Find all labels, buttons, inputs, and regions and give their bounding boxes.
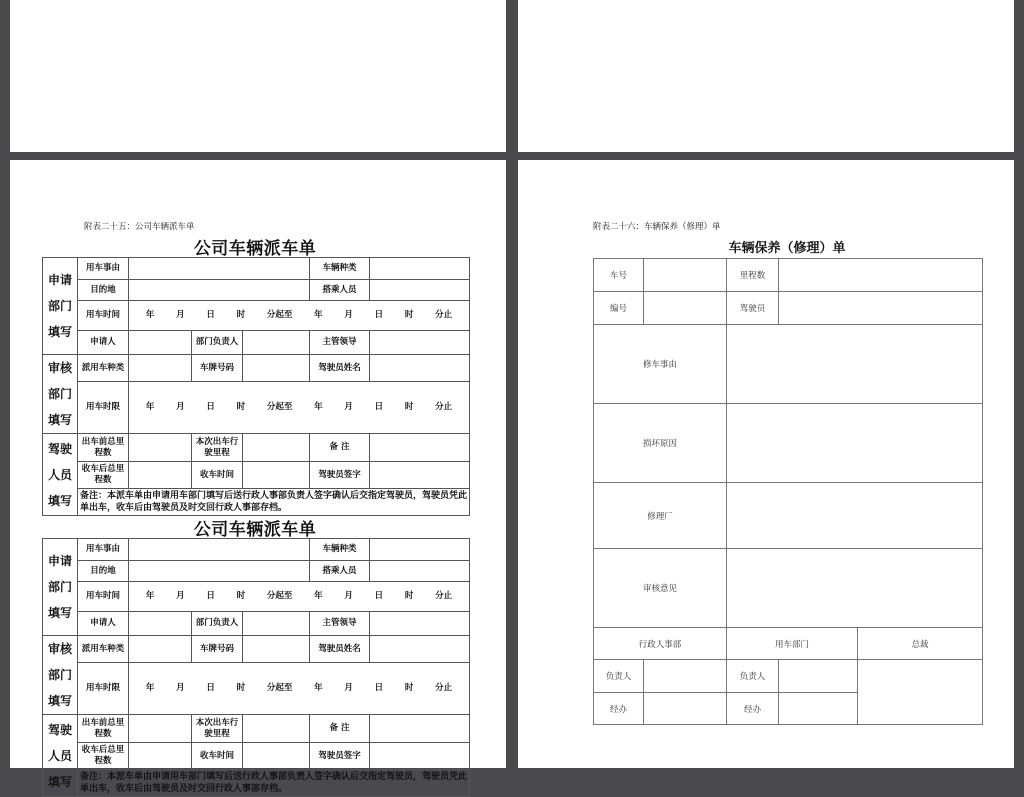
label-purpose: 用车事由 xyxy=(78,539,129,561)
label-president: 总裁 xyxy=(858,628,983,660)
label-dept-head: 部门负责人 xyxy=(192,331,243,355)
annex-label: 附表二十六：车辆保养（修理）单 xyxy=(593,222,721,232)
label-return-mileage: 收车后总里程数 xyxy=(78,462,129,489)
plate-field[interactable] xyxy=(243,355,310,382)
label-damage: 损坏原因 xyxy=(594,404,727,483)
purpose-field[interactable] xyxy=(129,258,310,280)
mileage-field[interactable] xyxy=(779,259,983,292)
label-admin-leader: 负责人 xyxy=(594,660,644,693)
label-use-period: 用车时限 xyxy=(78,382,129,434)
maintenance-form-page xyxy=(518,160,1014,768)
label-destination: 目的地 xyxy=(78,561,129,582)
label-plate: 车牌号码 xyxy=(192,636,243,663)
driver-sign-field[interactable] xyxy=(370,462,470,489)
label-vehicle-type: 车辆种类 xyxy=(310,258,370,280)
label-trip-mileage: 本次出车行驶里程 xyxy=(192,434,243,462)
dept-head-field[interactable] xyxy=(243,331,310,355)
section-driver: 驾驶 人员 填写 xyxy=(43,434,78,516)
label-admin: 行政人事部 xyxy=(594,628,727,660)
label-destination: 目的地 xyxy=(78,280,129,301)
admin-leader-field[interactable] xyxy=(644,660,727,693)
passengers-field[interactable] xyxy=(370,561,470,582)
applicant-field[interactable] xyxy=(129,612,192,636)
supervisor-field[interactable] xyxy=(370,331,470,355)
vehicle-type-field[interactable] xyxy=(370,539,470,561)
remark-field[interactable] xyxy=(370,715,470,743)
use-period-field[interactable]: 年 月 日 时 分起至 年 月 日 时 分止 xyxy=(129,382,470,434)
trip-mileage-field[interactable] xyxy=(243,715,310,743)
form-title-copy: 公司车辆派车单 xyxy=(193,520,317,540)
car-no-field[interactable] xyxy=(644,259,727,292)
label-factory: 修理厂 xyxy=(594,483,727,549)
label-vehicle-type: 车辆种类 xyxy=(310,539,370,561)
label-mileage: 里程数 xyxy=(727,259,779,292)
dispatch-table-2 xyxy=(42,538,470,797)
form-note: 备注：本派车单由申请用车部门填写后送行政人事部负责人签字确认后交指定驾驶员，驾驶员凭此单出车，收车后由驾驶员及时交回行政人事部存档。 xyxy=(78,489,470,516)
supervisor-field[interactable] xyxy=(370,612,470,636)
label-assigned-type: 派用车种类 xyxy=(78,355,129,382)
blank-page-top-left xyxy=(10,0,506,152)
blank-page-top-right xyxy=(518,0,1014,152)
annex-label: 附表二十五：公司车辆派车单 xyxy=(84,222,195,232)
label-purpose: 用车事由 xyxy=(78,258,129,280)
label-trip-mileage: 本次出车行驶里程 xyxy=(192,715,243,743)
label-use-period: 用车时限 xyxy=(78,663,129,715)
label-opinion: 审核意见 xyxy=(594,549,727,628)
use-time-field[interactable]: 年 月 日 时 分起至 年 月 日 时 分止 xyxy=(129,301,470,331)
president-field[interactable] xyxy=(858,660,983,725)
return-time-field[interactable] xyxy=(243,743,310,770)
plate-field[interactable] xyxy=(243,636,310,663)
dispatch-table-1 xyxy=(42,257,470,516)
form-title: 车辆保养（修理）单 xyxy=(728,241,846,256)
label-driver-sign: 驾驶员签字 xyxy=(310,462,370,489)
purpose-field[interactable] xyxy=(129,539,310,561)
use-time-field[interactable]: 年 月 日 时 分起至 年 月 日 时 分止 xyxy=(129,582,470,612)
factory-field[interactable] xyxy=(727,483,983,549)
label-assigned-type: 派用车种类 xyxy=(78,636,129,663)
start-mileage-field[interactable] xyxy=(129,434,192,462)
label-supervisor: 主管领导 xyxy=(310,331,370,355)
label-driver: 驾驶员 xyxy=(727,292,779,325)
remark-field[interactable] xyxy=(370,434,470,462)
driver-sign-field[interactable] xyxy=(370,743,470,770)
label-passengers: 搭乘人员 xyxy=(310,561,370,582)
label-dept-leader: 负责人 xyxy=(727,660,779,693)
label-dept: 用车部门 xyxy=(727,628,858,660)
label-driver-name: 驾驶员姓名 xyxy=(310,636,370,663)
label-start-mileage: 出车前总里程数 xyxy=(78,434,129,462)
vehicle-type-field[interactable] xyxy=(370,258,470,280)
label-return-time: 收车时间 xyxy=(192,462,243,489)
maintenance-table xyxy=(593,258,983,725)
start-mileage-field[interactable] xyxy=(129,715,192,743)
trip-mileage-field[interactable] xyxy=(243,434,310,462)
label-return-mileage: 收车后总里程数 xyxy=(78,743,129,770)
label-applicant: 申请人 xyxy=(78,612,129,636)
use-period-field[interactable]: 年 月 日 时 分起至 年 月 日 时 分止 xyxy=(129,663,470,715)
label-admin-handler: 经办 xyxy=(594,693,644,725)
label-dept-head: 部门负责人 xyxy=(192,612,243,636)
label-applicant: 申请人 xyxy=(78,331,129,355)
passengers-field[interactable] xyxy=(370,280,470,301)
section-apply: 申请 部门 填写 xyxy=(43,258,78,355)
label-dept-handler: 经办 xyxy=(727,693,779,725)
label-remark: 备 注 xyxy=(310,434,370,462)
label-remark: 备 注 xyxy=(310,715,370,743)
form-note: 备注：本派车单由申请用车部门填写后送行政人事部负责人签字确认后交指定驾驶员，驾驶员凭此单出车，收车后由驾驶员及时交回行政人事部存档。 xyxy=(78,770,470,797)
dept-head-field[interactable] xyxy=(243,612,310,636)
reason-field[interactable] xyxy=(727,325,983,404)
section-review: 审核 部门 填写 xyxy=(43,636,78,715)
label-car-no: 车号 xyxy=(594,259,644,292)
label-passengers: 搭乘人员 xyxy=(310,280,370,301)
section-review: 审核 部门 填写 xyxy=(43,355,78,434)
label-start-mileage: 出车前总里程数 xyxy=(78,715,129,743)
label-plate: 车牌号码 xyxy=(192,355,243,382)
assigned-type-field[interactable] xyxy=(129,355,192,382)
section-apply: 申请 部门 填写 xyxy=(43,539,78,636)
form-title: 公司车辆派车单 xyxy=(193,239,317,259)
label-driver-name: 驾驶员姓名 xyxy=(310,355,370,382)
dept-leader-field[interactable] xyxy=(779,660,858,693)
dispatch-form-page xyxy=(10,160,506,794)
return-mileage-field[interactable] xyxy=(129,743,192,770)
label-use-time: 用车时间 xyxy=(78,301,129,331)
label-supervisor: 主管领导 xyxy=(310,612,370,636)
label-use-time: 用车时间 xyxy=(78,582,129,612)
label-serial: 编号 xyxy=(594,292,644,325)
destination-field[interactable] xyxy=(129,561,310,582)
destination-field[interactable] xyxy=(129,280,310,301)
opinion-field[interactable] xyxy=(727,549,983,628)
dept-handler-field[interactable] xyxy=(779,693,858,725)
label-driver-sign: 驾驶员签字 xyxy=(310,743,370,770)
return-time-field[interactable] xyxy=(243,462,310,489)
section-driver: 驾驶 人员 填写 xyxy=(43,715,78,797)
driver-name-field[interactable] xyxy=(370,355,470,382)
driver-field[interactable] xyxy=(779,292,983,325)
return-mileage-field[interactable] xyxy=(129,462,192,489)
applicant-field[interactable] xyxy=(129,331,192,355)
driver-name-field[interactable] xyxy=(370,636,470,663)
serial-field[interactable] xyxy=(644,292,727,325)
admin-handler-field[interactable] xyxy=(644,693,727,725)
assigned-type-field[interactable] xyxy=(129,636,192,663)
damage-field[interactable] xyxy=(727,404,983,483)
label-return-time: 收车时间 xyxy=(192,743,243,770)
label-reason: 修车事由 xyxy=(594,325,727,404)
